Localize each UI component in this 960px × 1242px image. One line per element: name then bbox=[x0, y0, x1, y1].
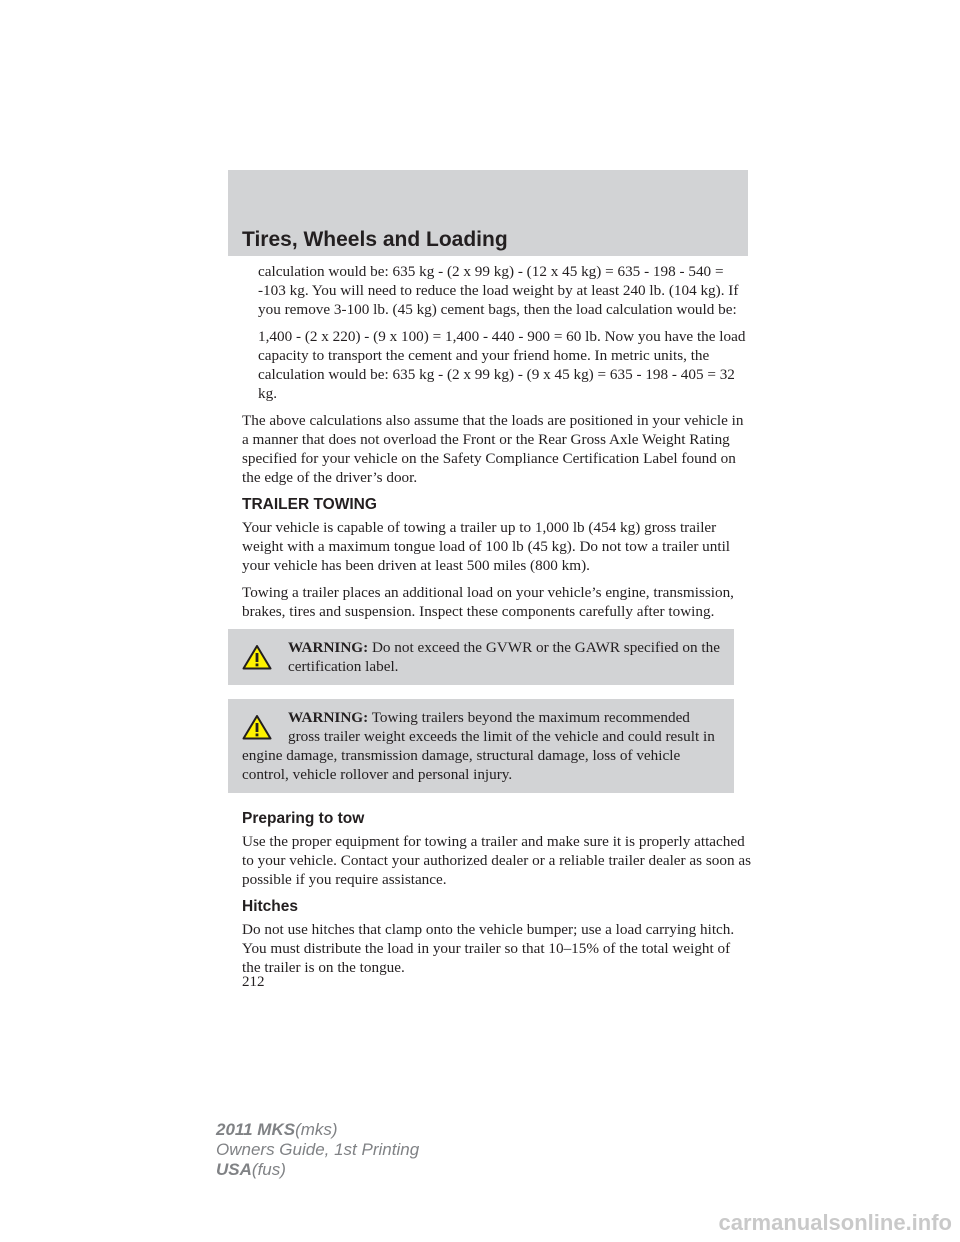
warning-label: WARNING: bbox=[288, 639, 369, 656]
warning-text: Do not exceed the GVWR or the GAWR specified on the certification label. bbox=[288, 639, 720, 675]
header-band bbox=[228, 170, 748, 256]
paragraph-load-position: The above calculations also assume that the loads are positioned in your vehicle in a manner that does not overload the Front or the Rear Gross Axle Weight Rating specified for your vehicle on the Safety Compliance Certification Label found on the edge of the driver’s door. bbox=[242, 412, 744, 486]
footer-model: 2011 MKS bbox=[216, 1120, 296, 1139]
heading-trailer-towing: TRAILER TOWING bbox=[242, 496, 377, 513]
paragraph-additional-load: Towing a trailer places an additional load on your vehicle’s engine, transmission, brakes, tires and suspension. Inspect these components carefully after towing. bbox=[242, 584, 734, 620]
warning-triangle-icon bbox=[242, 644, 272, 670]
watermark-text: carmanualsonline.info bbox=[718, 1210, 952, 1235]
paragraph-calculation-continued: calculation would be: 635 kg - (2 x 99 kg) - (12 x 45 kg) = 635 - 198 - 540 = -103 kg. You will need to reduce the load weight by at least 240 lb. (104 kg). If you remove 3-100 lb. (45 kg) cement bags, then the load calculation would be: bbox=[258, 263, 739, 318]
warning-label: WARNING: bbox=[288, 709, 369, 726]
print-footer bbox=[216, 1120, 419, 1180]
warning-box-trailer-weight bbox=[228, 699, 734, 793]
paragraph-hitches: Do not use hitches that clamp onto the vehicle bumper; use a load carrying hitch. You must distribute the load in your trailer so that 10–15% of the total weight of the trailer is on the tongue. bbox=[242, 921, 735, 976]
footer-market-code: (fus) bbox=[251, 1160, 286, 1179]
page-content bbox=[242, 262, 752, 985]
page-number: 212 bbox=[242, 974, 265, 990]
section-title: Tires, Wheels and Loading bbox=[242, 228, 508, 251]
heading-hitches: Hitches bbox=[242, 898, 298, 915]
paragraph-calculation-result: 1,400 - (2 x 220) - (9 x 100) = 1,400 - 440 - 900 = 60 lb. Now you have the load capacity to transport the cement and your friend home. In metric units, the calculation would be: 635 kg - (2 x 99 kg) - (9 x 45 kg) = 635 - 198 - 405 = 32 kg. bbox=[258, 328, 746, 402]
paragraph-towing-capacity: Your vehicle is capable of towing a trailer up to 1,000 lb (454 kg) gross trailer weight with a maximum tongue load of 100 lb (45 kg). Do not tow a trailer until your vehicle has been driven at least 500 miles (800 km). bbox=[242, 519, 731, 574]
warning-triangle-icon bbox=[242, 714, 272, 740]
heading-preparing-to-tow: Preparing to tow bbox=[242, 810, 365, 827]
warning-box-gvwr bbox=[228, 629, 734, 685]
footer-model-code: (mks) bbox=[295, 1120, 338, 1139]
warning-text: Towing trailers beyond the maximum recommended gross trailer weight exceeds the limit of the vehicle and could result in engine damage, transmission damage, structural damage, loss of vehicle control, vehicle rollover and personal injury. bbox=[242, 709, 715, 783]
footer-guide-edition: Owners Guide, 1st Printing bbox=[216, 1140, 420, 1159]
footer-market: USA bbox=[216, 1160, 252, 1179]
paragraph-preparing: Use the proper equipment for towing a trailer and make sure it is properly attached to your vehicle. Contact your authorized dealer or a reliable trailer dealer as soon as possible if you require assistance. bbox=[242, 833, 751, 888]
